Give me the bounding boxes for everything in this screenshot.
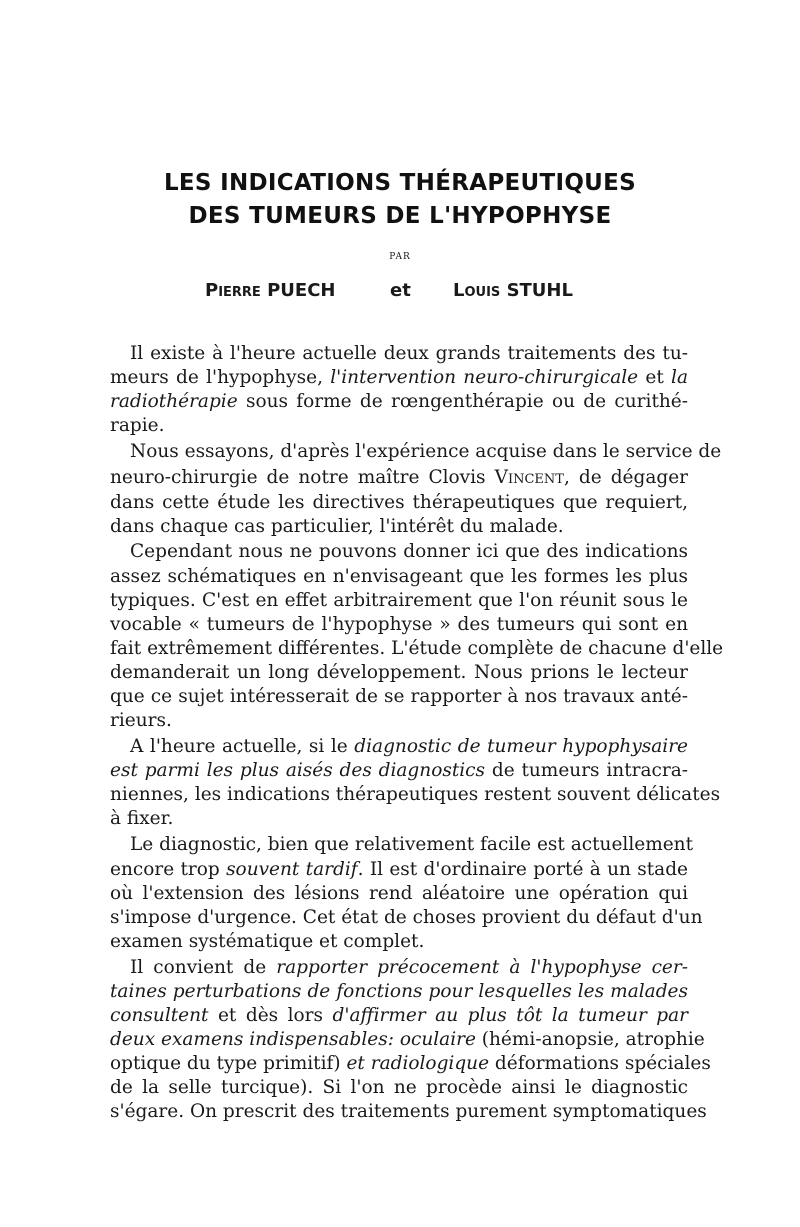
text-line: assez schématiques en n'envisageant que les formes les plus bbox=[110, 566, 688, 587]
text-line: demanderait un long développement. Nous prions le lecteur bbox=[110, 662, 688, 683]
text-line bbox=[110, 1004, 688, 1027]
text-line: dans cette étude les directives thérapeutiques que requiert, bbox=[110, 492, 688, 513]
author-1-last-name: PUECH bbox=[267, 280, 336, 301]
text-segment: Vincent bbox=[494, 467, 564, 488]
text-segment: taines perturbations de fonctions pour lesquelles les malades bbox=[110, 981, 688, 1002]
text-line bbox=[130, 735, 688, 758]
text-line bbox=[110, 366, 688, 389]
text-segment: meurs de l'hypophyse, bbox=[110, 367, 331, 388]
text-segment: d'affirmer au plus tôt la tumeur par bbox=[332, 1005, 688, 1026]
text-segment: A l'heure actuelle, si le bbox=[130, 736, 355, 757]
text-line: Il existe à l'heure actuelle deux grands traitements des tu- bbox=[130, 343, 688, 364]
text-segment: l'intervention neuro-chirurgicale bbox=[330, 367, 639, 388]
authors bbox=[0, 280, 800, 308]
text-segment: et dès lors bbox=[208, 1005, 333, 1026]
text-line: rapie. bbox=[110, 415, 165, 436]
author-2-first-name: Louis bbox=[453, 280, 501, 301]
text-segment: optique du type primitif) bbox=[110, 1053, 347, 1074]
text-line bbox=[110, 858, 688, 881]
text-segment: deux examens indispensables: oculaire bbox=[110, 1029, 476, 1050]
text-segment: neuro-chirurgie de notre maître Clovis bbox=[110, 467, 495, 488]
text-line: Nous essayons, d'après l'expérience acquise dans le service de bbox=[130, 441, 722, 462]
author-1 bbox=[205, 280, 335, 301]
text-line: dans chaque cas particulier, l'intérêt du malade. bbox=[110, 516, 564, 537]
text-line: Le diagnostic, bien que relativement facile est actuellement bbox=[130, 834, 694, 855]
text-segment: (hémi-anopsie, atrophie bbox=[475, 1029, 705, 1050]
text-segment: Il convient de bbox=[130, 957, 277, 978]
text-segment: déformations spéciales bbox=[489, 1053, 711, 1074]
text-segment: diagnostic de tumeur hypophysaire bbox=[354, 736, 688, 757]
text-line bbox=[110, 1052, 711, 1075]
text-line bbox=[110, 466, 688, 489]
text-line: s'impose d'urgence. Cet état de choses provient du défaut d'un bbox=[110, 907, 703, 928]
text-line bbox=[110, 1028, 705, 1051]
author-2 bbox=[453, 280, 573, 301]
text-segment: sous forme de rœngenthérapie ou de curithé- bbox=[237, 391, 688, 412]
authors-conjunction: et bbox=[390, 280, 411, 301]
text-segment: de tumeurs intracra- bbox=[485, 760, 688, 781]
text-segment: est parmi les plus aisés des diagnostics bbox=[110, 760, 486, 781]
article-title-line-1: LES INDICATIONS THÉRAPEUTIQUES bbox=[163, 170, 637, 196]
text-line bbox=[130, 956, 688, 979]
text-segment: la bbox=[671, 367, 688, 388]
article-title-line-2: DES TUMEURS DE L'HYPOPHYSE bbox=[188, 203, 612, 229]
text-line bbox=[110, 759, 688, 782]
text-line: que ce sujet intéresserait de se rapporter à nos travaux anté- bbox=[110, 686, 688, 707]
text-line: à fixer. bbox=[110, 808, 174, 829]
text-segment: , de dégager bbox=[563, 467, 688, 488]
text-segment: rapporter précocement à l'hypophyse cer- bbox=[276, 957, 688, 978]
text-line: où l'extension des lésions rend aléatoire une opération qui bbox=[110, 883, 688, 904]
text-segment: encore trop bbox=[110, 859, 227, 880]
text-line: Cependant nous ne pouvons donner ici que des indications bbox=[130, 541, 688, 562]
text-segment: radiothérapie bbox=[110, 391, 238, 412]
text-line bbox=[110, 980, 688, 1003]
text-line: s'égare. On prescrit des traitements purement symptomatiques bbox=[110, 1101, 707, 1122]
text-segment: consultent bbox=[110, 1005, 209, 1026]
author-1-first-name: Pierre bbox=[205, 280, 261, 301]
text-segment: et radiologique bbox=[346, 1053, 490, 1074]
text-segment: et bbox=[638, 367, 672, 388]
text-line: vocable « tumeurs de l'hypophyse » des tumeurs qui sont en bbox=[110, 614, 688, 635]
text-line: examen systématique et complet. bbox=[110, 931, 425, 952]
text-line: fait extrêmement différentes. L'étude complète de chacune d'elle bbox=[110, 638, 724, 659]
author-2-last-name: STUHL bbox=[506, 280, 573, 301]
text-segment: souvent tardif bbox=[226, 859, 358, 880]
text-line: de la selle turcique). Si l'on ne procède ainsi le diagnostic bbox=[110, 1077, 688, 1098]
byline-par: PAR bbox=[389, 252, 411, 262]
text-line: niennes, les indications thérapeutiques restent souvent délicates bbox=[110, 784, 721, 805]
text-line: typiques. C'est en effet arbitrairement que l'on réunit sous le bbox=[110, 590, 688, 611]
text-line bbox=[110, 390, 688, 413]
text-line: rieurs. bbox=[110, 710, 172, 731]
text-segment: . Il est d'ordinaire porté à un stade bbox=[357, 859, 688, 880]
